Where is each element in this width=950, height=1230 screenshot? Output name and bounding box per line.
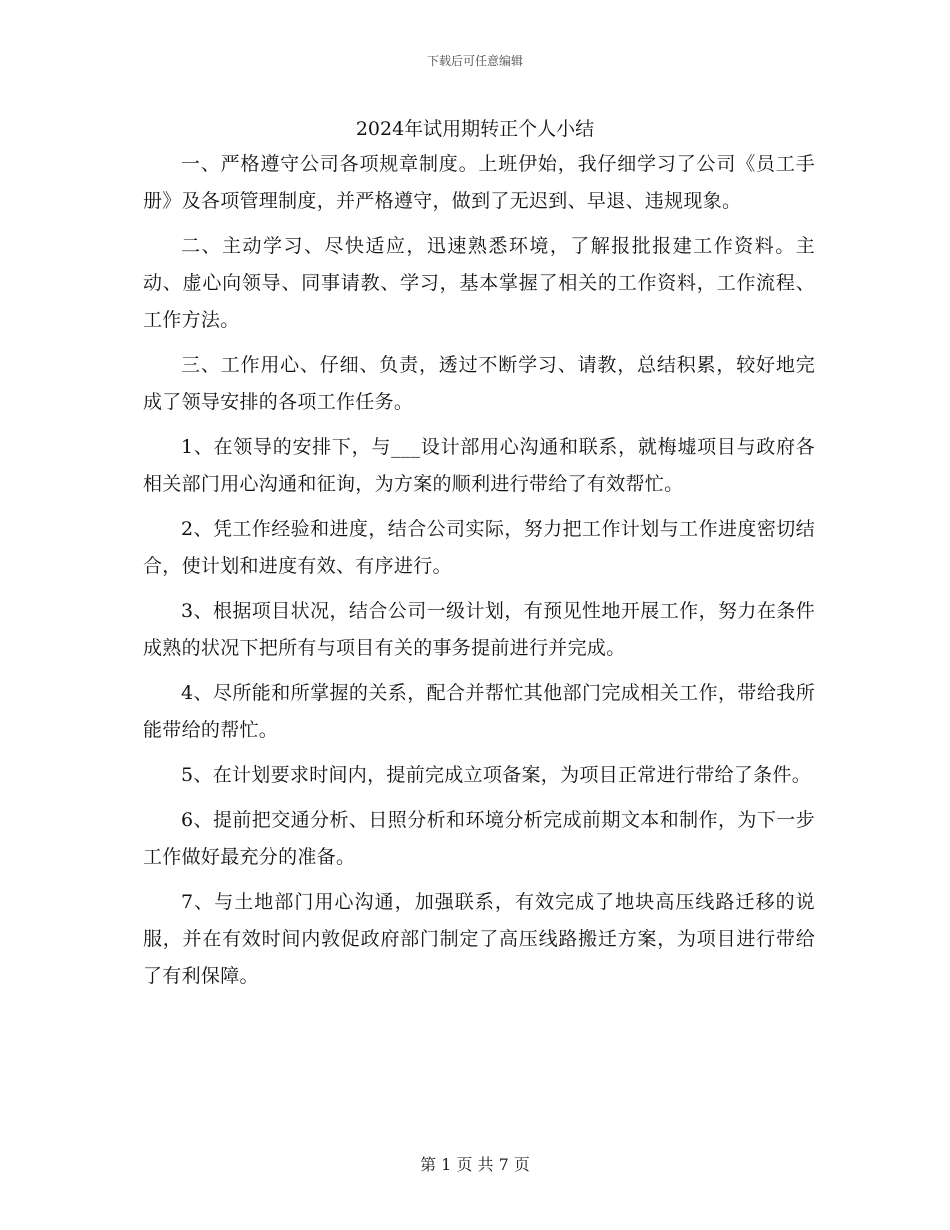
- page-footer: 第 1 页 共 7 页: [420, 1155, 530, 1174]
- paragraph-work-attitude: 三、工作用心、仔细、负责，透过不断学习、请教，总结积累，较好地完成了领导安排的各项工作任务。: [143, 354, 815, 413]
- paragraph-item-6: 6、提前把交通分析、日照分析和环境分析完成前期文本和制作，为下一步工作做好最充分的准备。: [143, 809, 815, 868]
- paragraph-item-5: 5、在计划要求时间内，提前完成立项备案，为项目正常进行带给了条件。: [181, 764, 811, 786]
- paragraph-item-3: 3、根据项目状况，结合公司一级计划，有预见性地开展工作，努力在条件成熟的状况下把所有与项目有关的事务提前进行并完成。: [143, 600, 815, 659]
- page-header: 下载后可任意编辑: [426, 54, 523, 68]
- paragraph-learning: 二、主动学习、尽快适应，迅速熟悉环境，了解报批报建工作资料。主动、虚心向领导、同事请教、学习，基本掌握了相关的工作资料，工作流程、工作方法。: [143, 235, 815, 331]
- paragraph-rules: 一、严格遵守公司各项规章制度。上班伊始，我仔细学习了公司《员工手册》及各项管理制度，并严格遵守，做到了无迟到、早退、违规现象。: [143, 153, 815, 212]
- paragraph-item-1: 1、在领导的安排下，与___设计部用心沟通和联系，就梅墟项目与政府各相关部门用心沟通和征询，为方案的顺利进行带给了有效帮忙。: [143, 436, 815, 495]
- paragraph-item-4: 4、尽所能和所掌握的关系，配合并帮忙其他部门完成相关工作，带给我所能带给的帮忙。: [143, 682, 815, 741]
- document-body: [143, 146, 815, 1003]
- document-title: 2024年试用期转正个人小结: [355, 118, 595, 140]
- paragraph-item-7: 7、与土地部门用心沟通，加强联系，有效完成了地块高压线路迁移的说服，并在有效时间内敦促政府部门制定了高压线路搬迁方案，为项目进行带给了有利保障。: [143, 891, 815, 987]
- paragraph-item-2: 2、凭工作经验和进度，结合公司实际，努力把工作计划与工作进度密切结合，使计划和进度有效、有序进行。: [143, 518, 815, 577]
